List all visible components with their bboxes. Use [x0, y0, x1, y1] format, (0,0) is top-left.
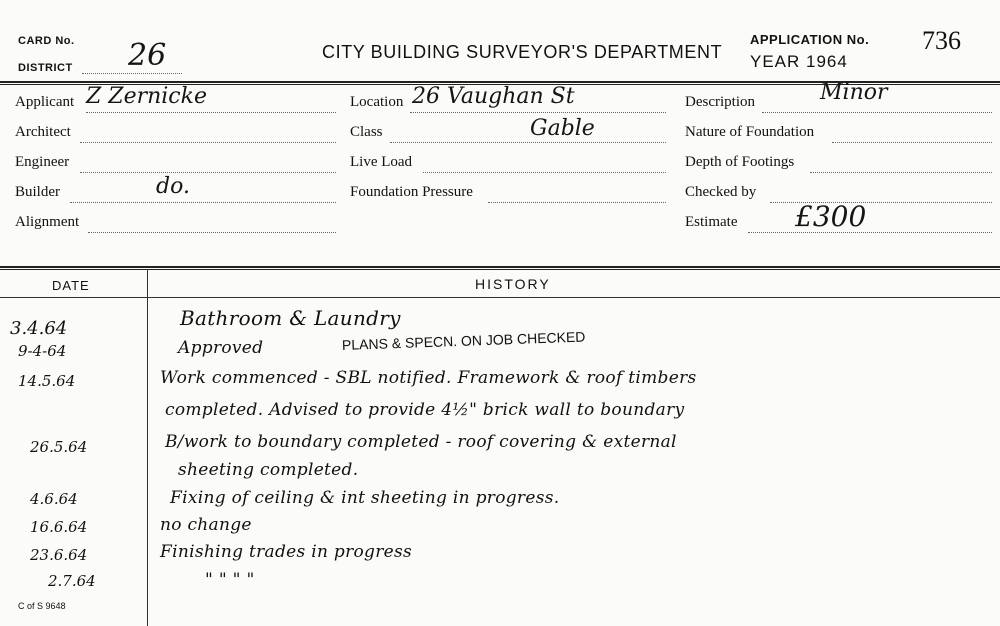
- estimate-label: Estimate: [685, 214, 738, 230]
- row-date-9: 23.6.64: [30, 546, 88, 564]
- department-title: CITY BUILDING SURVEYOR'S DEPARTMENT: [322, 42, 723, 62]
- year-label: YEAR 1964: [750, 52, 848, 71]
- estimate-line: [748, 232, 992, 233]
- description-line: [762, 112, 992, 113]
- engineer-label: Engineer: [15, 154, 70, 170]
- row-date-3: 14.5.64: [18, 372, 76, 390]
- live-load-line: [423, 172, 666, 173]
- row-history-10: " " " ": [205, 570, 255, 590]
- table-rule-top-inner: [0, 269, 1000, 270]
- row-history-2: Approved: [178, 338, 264, 358]
- description-value: Minor: [820, 80, 888, 105]
- row-date-2: 9-4-64: [18, 342, 67, 360]
- estimate-value: £300: [795, 200, 867, 233]
- architect-line: [80, 142, 336, 143]
- nature-of-foundation-label: Nature of Foundation: [685, 124, 815, 140]
- district-label: DISTRICT: [18, 62, 73, 74]
- foundation-pressure-line: [488, 202, 666, 203]
- applicant-label: Applicant: [15, 94, 75, 110]
- engineer-line: [80, 172, 336, 173]
- alignment-line: [88, 232, 336, 233]
- location-line: [410, 112, 666, 113]
- row-history-7: Fixing of ceiling & int sheeting in progress.: [170, 488, 560, 508]
- location-label: Location: [350, 94, 404, 110]
- row-history-4: completed. Advised to provide 4½" brick wall to boundary: [165, 400, 685, 420]
- row-history-1: Bathroom & Laundry: [180, 306, 401, 330]
- applicant-line: [86, 112, 336, 113]
- architect-label: Architect: [15, 124, 71, 140]
- district-line: [82, 73, 182, 74]
- builder-value: do.: [156, 174, 190, 199]
- alignment-label: Alignment: [15, 214, 80, 230]
- table-header-rule: [0, 297, 1000, 298]
- row-date-7: 4.6.64: [30, 490, 78, 508]
- live-load-label: Live Load: [350, 154, 413, 170]
- row-history-8: no change: [160, 515, 252, 535]
- application-no-value: 736: [922, 26, 961, 55]
- history-header: HISTORY: [475, 276, 551, 292]
- row-date-8: 16.6.64: [30, 518, 88, 536]
- class-value: Gable: [530, 116, 595, 141]
- row-date-10: 2.7.64: [48, 572, 96, 590]
- foundation-pressure-label: Foundation Pressure: [350, 184, 473, 200]
- application-no-label: APPLICATION No.: [750, 32, 870, 47]
- card-no-label: CARD No.: [18, 35, 75, 47]
- class-line: [390, 142, 666, 143]
- location-value: 26 Vaughan St: [412, 84, 575, 109]
- form-code: C of S 9648: [18, 601, 66, 611]
- depth-of-footings-label: Depth of Footings: [685, 154, 795, 170]
- row-history-6: sheeting completed.: [178, 460, 359, 480]
- nature-of-foundation-line: [832, 142, 992, 143]
- row-history-9: Finishing trades in progress: [160, 542, 413, 562]
- depth-of-footings-line: [810, 172, 992, 173]
- builder-label: Builder: [15, 184, 60, 200]
- row-date-1: 3.4.64: [10, 318, 68, 339]
- table-column-divider: [147, 269, 148, 626]
- row-date-5: 26.5.64: [30, 438, 88, 456]
- row-history-3: Work commenced - SBL notified. Framework & roof timbers: [160, 368, 697, 388]
- table-rule-top: [0, 266, 1000, 268]
- plans-checked-stamp: PLANS & SPECN. ON JOB CHECKED: [341, 328, 586, 353]
- class-label: Class: [350, 124, 383, 140]
- district-value: 26: [128, 38, 167, 73]
- checked-by-label: Checked by: [685, 184, 757, 200]
- date-header: DATE: [52, 278, 90, 293]
- description-label: Description: [685, 94, 755, 110]
- builder-line: [70, 202, 336, 203]
- applicant-value: Z Zernicke: [86, 84, 207, 109]
- row-history-5: B/work to boundary completed - roof covering & external: [165, 432, 677, 452]
